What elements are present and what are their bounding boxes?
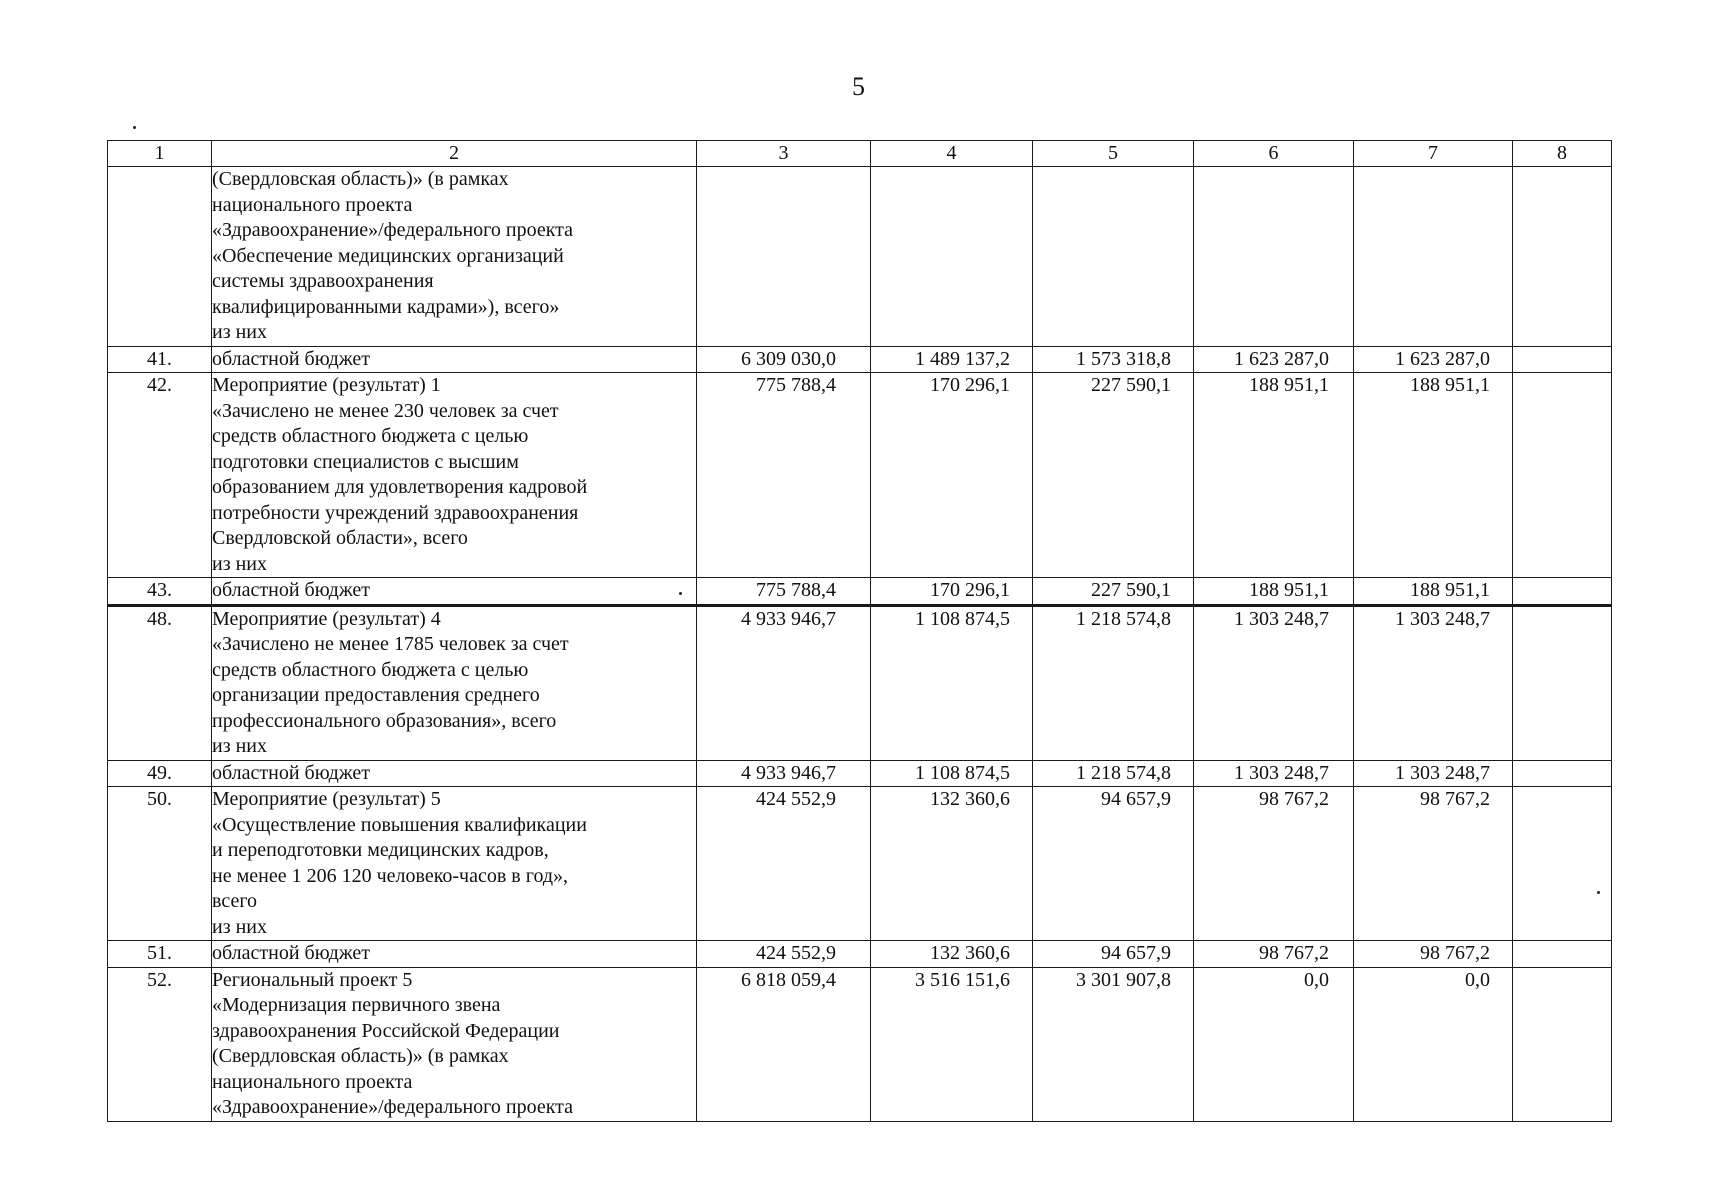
value-column-4: 170 296,1 <box>871 578 1033 606</box>
value-column-5: 1 218 574,8 <box>1033 605 1194 760</box>
page-number: 5 <box>852 72 865 101</box>
description-line: потребности учреждений здравоохранения <box>212 501 579 524</box>
description-line: «Осуществление повышения квалификации <box>212 813 587 836</box>
value-column-8 <box>1513 373 1612 578</box>
value-column-4: 1 489 137,2 <box>871 346 1033 373</box>
value-column-8 <box>1513 760 1612 787</box>
description-line: подготовки специалистов с высшим <box>212 450 519 473</box>
value-column-5: 227 590,1 <box>1033 578 1194 606</box>
value-column-8 <box>1513 167 1612 347</box>
column-header: 1 <box>108 141 212 167</box>
value-column-7: 0,0 <box>1354 967 1513 1121</box>
value-column-7: 98 767,2 <box>1354 941 1513 968</box>
value-column-5: 1 218 574,8 <box>1033 760 1194 787</box>
value-column-3: 4 933 946,7 <box>697 760 871 787</box>
row-number: 43. <box>108 578 212 606</box>
description-line: профессионального образования», всего <box>212 709 557 732</box>
description-line: не менее 1 206 120 человеко-часов в год», <box>212 864 569 887</box>
value-column-4: 132 360,6 <box>871 787 1033 941</box>
value-column-3: 424 552,9 <box>697 787 871 941</box>
table-row <box>108 373 1612 578</box>
value-column-7: 1 303 248,7 <box>1354 760 1513 787</box>
value-column-5: 94 657,9 <box>1033 941 1194 968</box>
table-row <box>108 760 1612 787</box>
value-column-4: 132 360,6 <box>871 941 1033 968</box>
table-row <box>108 941 1612 968</box>
column-header: 8 <box>1513 141 1612 167</box>
value-column-8 <box>1513 787 1612 941</box>
row-number: 50. <box>108 787 212 941</box>
description-line: системы здравоохранения <box>212 270 434 292</box>
row-number: 48. <box>108 605 212 760</box>
value-column-6: 1 303 248,7 <box>1194 760 1354 787</box>
value-column-7: 188 951,1 <box>1354 373 1513 578</box>
description-line: «Зачислено не менее 230 человек за счет <box>212 399 559 422</box>
column-header: 2 <box>212 141 697 167</box>
value-column-3: 775 788,4 <box>697 578 871 606</box>
value-column-3: 4 933 946,7 <box>697 605 871 760</box>
table-row <box>108 578 1612 606</box>
value-column-4: 1 108 874,5 <box>871 760 1033 787</box>
description-line: «Зачислено не менее 1785 человек за счет <box>212 633 569 655</box>
value-column-6 <box>1194 167 1354 347</box>
description-line: «Обеспечение медицинских организаций <box>212 244 564 267</box>
row-description <box>212 346 697 373</box>
description-line: областной бюджет <box>212 942 371 964</box>
budget-table-body <box>108 141 1612 1122</box>
value-column-6: 188 951,1 <box>1194 373 1354 578</box>
row-number: 52. <box>108 967 212 1121</box>
description-line: и переподготовки медицинских кадров, <box>212 839 549 861</box>
row-description <box>212 760 697 787</box>
row-number: 41. <box>108 346 212 373</box>
value-column-3: 775 788,4 <box>697 373 871 578</box>
value-column-8 <box>1513 605 1612 760</box>
value-column-7 <box>1354 167 1513 347</box>
value-column-7: 188 951,1 <box>1354 578 1513 606</box>
row-number: 49. <box>108 760 212 787</box>
value-column-6: 188 951,1 <box>1194 578 1354 606</box>
description-line: организации предоставления среднего <box>212 684 540 706</box>
value-column-6: 0,0 <box>1194 967 1354 1121</box>
value-column-6: 1 623 287,0 <box>1194 346 1354 373</box>
column-header: 6 <box>1194 141 1354 167</box>
description-line: Свердловской области», всего <box>212 527 468 549</box>
description-line: областной бюджет <box>212 579 371 601</box>
table-row <box>108 346 1612 373</box>
column-header: 3 <box>697 141 871 167</box>
description-line: областной бюджет <box>212 347 371 370</box>
value-column-8 <box>1513 941 1612 968</box>
description-line: из них <box>212 915 268 938</box>
value-column-3: 6 818 059,4 <box>697 967 871 1121</box>
description-line: образованием для удовлетворения кадровой <box>212 476 588 498</box>
scan-speck <box>133 126 136 129</box>
column-header: 4 <box>871 141 1033 167</box>
description-line: «Здравоохранение»/федерального проекта <box>212 1096 574 1118</box>
value-column-4: 1 108 874,5 <box>871 605 1033 760</box>
row-description <box>212 787 697 941</box>
row-number: 51. <box>108 941 212 968</box>
column-header: 7 <box>1354 141 1513 167</box>
value-column-7: 1 303 248,7 <box>1354 605 1513 760</box>
value-column-3: 6 309 030,0 <box>697 346 871 373</box>
value-column-3 <box>697 167 871 347</box>
description-line: Мероприятие (результат) 1 <box>212 374 441 396</box>
description-line: национального проекта <box>212 193 413 216</box>
value-column-8 <box>1513 578 1612 606</box>
description-line: средств областного бюджета с целью <box>212 425 529 447</box>
description-line: областной бюджет <box>212 761 371 784</box>
value-column-5: 3 301 907,8 <box>1033 967 1194 1121</box>
table-row <box>108 967 1612 1121</box>
row-number: 42. <box>108 373 212 578</box>
value-column-6: 1 303 248,7 <box>1194 605 1354 760</box>
row-description <box>212 373 697 578</box>
table-row <box>108 605 1612 760</box>
description-line: средств областного бюджета с целью <box>212 658 529 681</box>
description-line: из них <box>212 321 268 343</box>
row-description <box>212 167 697 347</box>
row-description <box>212 578 697 606</box>
description-line: «Здравоохранение»/федерального проекта <box>212 219 574 241</box>
table-row <box>108 167 1612 347</box>
description-line: здравоохранения Российской Федерации <box>212 1019 560 1042</box>
description-line: квалифицированными кадрами»), всего» <box>212 295 560 318</box>
description-line: из них <box>212 552 268 575</box>
value-column-5: 94 657,9 <box>1033 787 1194 941</box>
description-line: всего <box>212 890 258 912</box>
description-line: Мероприятие (результат) 5 <box>212 788 441 810</box>
description-line: Мероприятие (результат) 4 <box>212 607 441 630</box>
value-column-5: 227 590,1 <box>1033 373 1194 578</box>
table-row <box>108 787 1612 941</box>
description-line: национального проекта <box>212 1070 413 1093</box>
row-description <box>212 967 697 1121</box>
description-line: из них <box>212 735 268 757</box>
description-line: «Модернизация первичного звена <box>212 994 501 1016</box>
column-header: 5 <box>1033 141 1194 167</box>
description-line: (Свердловская область)» (в рамках <box>212 1045 509 1067</box>
row-description <box>212 941 697 968</box>
budget-table <box>107 140 1612 1122</box>
value-column-8 <box>1513 346 1612 373</box>
value-column-6: 98 767,2 <box>1194 787 1354 941</box>
description-line: Региональный проект 5 <box>212 968 413 991</box>
value-column-8 <box>1513 967 1612 1121</box>
value-column-7: 98 767,2 <box>1354 787 1513 941</box>
value-column-5 <box>1033 167 1194 347</box>
row-number <box>108 167 212 347</box>
value-column-4: 3 516 151,6 <box>871 967 1033 1121</box>
row-description <box>212 605 697 760</box>
value-column-7: 1 623 287,0 <box>1354 346 1513 373</box>
value-column-5: 1 573 318,8 <box>1033 346 1194 373</box>
value-column-4: 170 296,1 <box>871 373 1033 578</box>
column-number-header-row <box>108 141 1612 167</box>
value-column-3: 424 552,9 <box>697 941 871 968</box>
value-column-6: 98 767,2 <box>1194 941 1354 968</box>
value-column-4 <box>871 167 1033 347</box>
description-line: (Свердловская область)» (в рамках <box>212 168 509 190</box>
